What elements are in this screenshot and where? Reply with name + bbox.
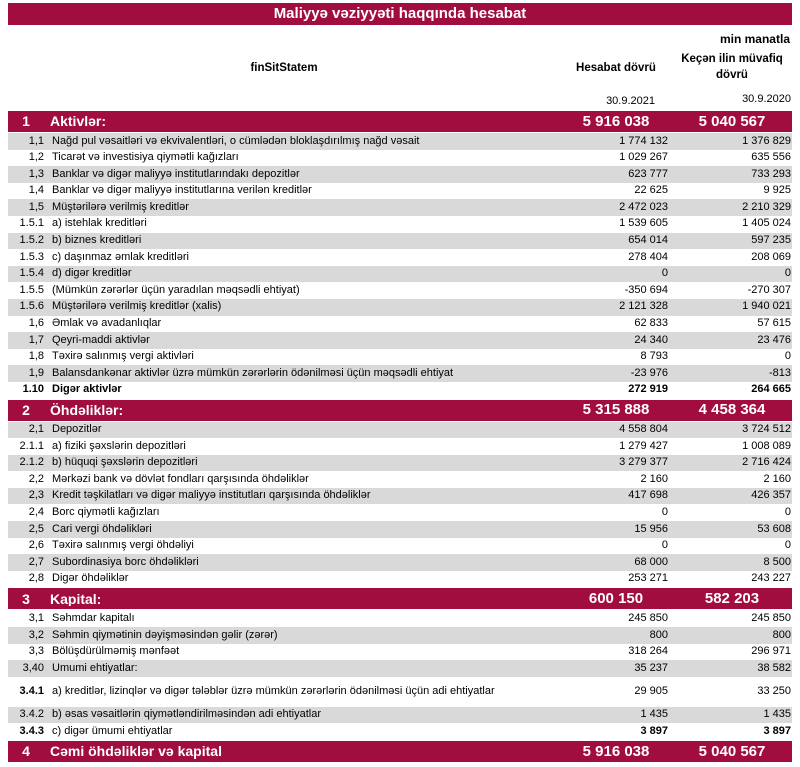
row-value-previous: 38 582	[757, 661, 791, 674]
row-value-previous: 1 435	[763, 708, 791, 721]
row-number: 3,3	[28, 645, 44, 658]
table-row	[8, 332, 792, 349]
unit-note: min manatla	[719, 32, 790, 46]
row-label: Banklar və digər maliyyə institutlarındakı depozitlər	[52, 168, 300, 180]
row-value-previous: 57 615	[757, 317, 791, 330]
table-row	[8, 150, 792, 167]
row-value-current: 5 916 038	[582, 742, 650, 760]
row-value-current: 1 539 605	[619, 217, 668, 230]
current-period-date: 30.9.2021	[606, 95, 655, 107]
table-row	[8, 707, 792, 724]
table-row	[8, 644, 792, 661]
section-row	[8, 399, 792, 422]
section-row	[8, 740, 792, 763]
table-row	[8, 349, 792, 366]
row-value-previous: 1 008 089	[742, 439, 791, 452]
row-value-previous: -270 307	[747, 283, 791, 296]
row-value-current: 654 014	[628, 234, 668, 247]
table-row	[8, 282, 792, 299]
row-value-current: 600 150	[588, 590, 644, 608]
row-label: Kredit təşkilatları və digər maliyyə institutları qarşısında öhdəliklər	[52, 490, 371, 502]
row-value-current: 0	[661, 267, 668, 280]
row-value-current: 2 160	[640, 472, 668, 485]
table-row	[8, 627, 792, 644]
column-header-previous-period: Keçən ilin müvafiq dövrü	[681, 53, 783, 81]
table-row	[8, 249, 792, 266]
table-row	[8, 610, 792, 627]
table-row	[8, 554, 792, 571]
row-number: 1,6	[28, 317, 44, 330]
row-label: Cəmi öhdəliklər və kapital	[50, 744, 222, 759]
row-value-current: 1 435	[640, 708, 668, 721]
table-row	[8, 266, 792, 283]
row-value-current: 1 279 427	[619, 439, 668, 452]
row-value-current: 278 404	[628, 250, 668, 263]
row-value-previous: 733 293	[751, 167, 791, 180]
row-value-previous: 208 069	[751, 250, 791, 263]
table-row	[8, 216, 792, 233]
row-label: a) istehlak kreditləri	[52, 218, 147, 230]
row-label: Bölüşdürülməmiş mənfəət	[52, 646, 180, 658]
row-label: Digər öhdəliklər	[52, 573, 129, 585]
table-row	[8, 316, 792, 333]
row-value-current: 2 472 023	[619, 200, 668, 213]
table-row	[8, 438, 792, 455]
row-value-current: 35 237	[634, 661, 668, 674]
row-number: 1,5	[28, 200, 44, 213]
table-row	[8, 422, 792, 439]
row-number: 1.5.3	[19, 250, 44, 263]
row-number: 2	[22, 401, 30, 418]
row-label: Qeyri-maddi aktivlər	[52, 334, 150, 346]
row-label: Təxirə salınmış vergi öhdəliyi	[52, 540, 194, 552]
row-label: a) fiziki şəxslərin depozitləri	[52, 440, 186, 452]
row-label: Əmlak və avadanlıqlar	[52, 318, 162, 330]
row-value-current: 3 279 377	[619, 456, 668, 469]
row-number: 1,2	[28, 151, 44, 164]
row-label: Borc qiymətli kağızları	[52, 506, 160, 518]
row-value-current: 4 558 804	[619, 423, 668, 436]
row-label: Subordinasiya borc öhdəlikləri	[52, 556, 199, 568]
row-label: Müştərilərə verilmiş kreditlər (xalis)	[52, 301, 222, 313]
table-row	[8, 723, 792, 740]
table-row	[8, 471, 792, 488]
table-row	[8, 660, 792, 677]
row-label: Aktivlər:	[50, 114, 107, 129]
row-value-current: 318 264	[628, 645, 668, 658]
row-label: Mərkəzi bank və dövlət fondları qarşısında öhdəliklər	[52, 473, 309, 485]
row-value-previous: 0	[784, 539, 791, 552]
row-value-current: 800	[649, 628, 668, 641]
row-value-current: 29 905	[634, 685, 668, 698]
row-value-previous: 243 227	[751, 572, 791, 585]
table-row	[8, 133, 792, 150]
table-row	[8, 521, 792, 538]
row-value-previous: 582 203	[704, 590, 760, 608]
row-value-current: 1 029 267	[619, 151, 668, 164]
row-value-previous: 245 850	[751, 611, 791, 624]
row-number: 2,7	[28, 555, 44, 568]
row-label: Öhdəliklər:	[50, 402, 124, 418]
row-number: 3.4.2	[19, 708, 44, 721]
row-value-current: 0	[661, 539, 668, 552]
table-row	[8, 488, 792, 505]
table-row	[8, 233, 792, 250]
row-value-current: 2 121 328	[619, 300, 668, 313]
row-label: Ticarət və investisiya qiymətli kağızları	[52, 152, 239, 164]
section-row	[8, 110, 792, 133]
row-number: 3,2	[28, 628, 44, 641]
column-header-current-period: Hesabat dövrü	[576, 62, 656, 74]
row-value-current: 417 698	[628, 489, 668, 502]
row-value-previous: 264 665	[751, 383, 791, 396]
row-value-current: -23 976	[630, 366, 668, 379]
section-row	[8, 587, 792, 610]
row-value-current: 68 000	[634, 555, 668, 568]
row-value-current: -350 694	[624, 283, 668, 296]
table-header-row	[8, 47, 792, 89]
row-value-previous: 1 940 021	[742, 300, 791, 313]
row-label: (Mümkün zərərlər üçün yaradılan məqsədli ehtiyat)	[52, 284, 300, 296]
row-value-previous: 296 971	[751, 645, 791, 658]
row-value-current: 24 340	[634, 333, 668, 346]
table-row	[8, 183, 792, 200]
row-value-previous: 2 160	[763, 472, 791, 485]
table-row	[8, 538, 792, 555]
row-value-previous: 3 897	[763, 724, 791, 737]
row-label: Digər aktivlər	[52, 384, 122, 396]
row-value-previous: 0	[784, 505, 791, 518]
row-value-previous: 3 724 512	[742, 423, 791, 436]
row-value-previous: 635 556	[751, 151, 791, 164]
row-label: Kapital:	[50, 591, 102, 607]
row-value-previous: 5 040 567	[698, 112, 766, 130]
row-value-current: 62 833	[634, 317, 668, 330]
row-number: 2,4	[28, 505, 44, 518]
row-value-current: 253 271	[628, 572, 668, 585]
table-row	[8, 455, 792, 472]
page-title: Maliyyə vəziyyəti haqqında hesabat	[273, 5, 527, 22]
row-value-previous: 8 500	[763, 555, 791, 568]
row-number: 1,9	[28, 366, 44, 379]
row-number: 2,8	[28, 572, 44, 585]
row-value-current: 5 916 038	[582, 112, 650, 130]
row-number: 1,8	[28, 350, 44, 363]
row-number: 2,5	[28, 522, 44, 535]
row-value-previous: 9 925	[763, 184, 791, 197]
table-row	[8, 504, 792, 521]
row-value-current: 0	[661, 505, 668, 518]
row-value-previous: -813	[768, 366, 791, 379]
row-value-previous: 1 405 024	[742, 217, 791, 230]
table-body	[8, 110, 792, 763]
row-value-current: 15 956	[634, 522, 668, 535]
table-row	[8, 199, 792, 216]
row-number: 1,3	[28, 167, 44, 180]
row-value-previous: 4 458 364	[698, 401, 766, 419]
row-number: 3.4.3	[19, 724, 44, 737]
row-value-previous: 597 235	[751, 234, 791, 247]
row-label: Səhmin qiymətinin dəyişməsindən gəlir (zərər)	[52, 629, 278, 641]
row-number: 2,3	[28, 489, 44, 502]
row-value-current: 5 315 888	[582, 401, 650, 419]
row-value-previous: 0	[784, 267, 791, 280]
row-number: 1.5.1	[19, 217, 44, 230]
row-value-current: 8 793	[640, 350, 668, 363]
row-value-current: 245 850	[628, 611, 668, 624]
row-label: Banklar və digər maliyyə institutlarına verilən kreditlər	[52, 185, 312, 197]
table-date-row	[8, 89, 792, 110]
table-row	[8, 382, 792, 399]
row-label: d) digər kreditlər	[52, 268, 132, 280]
row-value-current: 3 897	[640, 724, 668, 737]
row-value-previous: 426 357	[751, 489, 791, 502]
row-number: 4	[22, 743, 30, 760]
row-label: Ümumi ehtiyatlar:	[52, 662, 138, 674]
row-number: 3	[22, 590, 30, 607]
table-row	[8, 571, 792, 588]
table-row	[8, 677, 792, 707]
row-number: 1.5.4	[19, 267, 44, 280]
row-number: 2,2	[28, 472, 44, 485]
row-label: Cari vergi öhdəlikləri	[52, 523, 152, 535]
row-label: b) hüquqi şəxslərin depozitləri	[52, 457, 198, 469]
row-number: 1.10	[22, 383, 44, 396]
row-label: c) daşınmaz əmlak kreditləri	[52, 251, 189, 263]
row-number: 2,6	[28, 539, 44, 552]
row-label: Səhmdar kapitalı	[52, 612, 135, 624]
column-header-label: finSitStatem	[250, 62, 318, 74]
row-number: 1,4	[28, 184, 44, 197]
row-number: 1.5.2	[19, 234, 44, 247]
row-number: 1.5.6	[19, 300, 44, 313]
row-value-previous: 2 210 329	[742, 200, 791, 213]
report-title-bar	[8, 3, 792, 25]
row-number: 2.1.1	[19, 439, 44, 452]
row-label: b) əsas vəsaitlərin qiymətləndirilməsindən adi ehtiyatlar	[52, 709, 322, 721]
row-label: c) digər ümumi ehtiyatlar	[52, 725, 173, 737]
row-value-previous: 5 040 567	[698, 742, 766, 760]
row-label: Müştərilərə verilmiş kreditlər	[52, 201, 189, 213]
row-value-previous: 53 608	[757, 522, 791, 535]
table-row	[8, 365, 792, 382]
row-value-previous: 800	[772, 628, 791, 641]
row-value-previous: 1 376 829	[742, 134, 791, 147]
financial-statement-page	[8, 0, 792, 763]
table-row	[8, 166, 792, 183]
row-value-previous: 2 716 424	[742, 456, 791, 469]
row-value-previous: 23 476	[757, 333, 791, 346]
row-value-previous: 33 250	[757, 685, 791, 698]
row-number: 2.1.2	[19, 456, 44, 469]
row-number: 1	[22, 113, 30, 130]
row-number: 1,1	[28, 134, 44, 147]
row-number: 3.4.1	[19, 685, 44, 698]
previous-period-date: 30.9.2020	[742, 93, 791, 106]
row-label: Depozitlər	[52, 424, 102, 436]
row-number: 3,40	[22, 661, 44, 674]
row-number: 1,7	[28, 333, 44, 346]
row-value-current: 22 625	[634, 184, 668, 197]
row-label: Təxirə salınmış vergi aktivləri	[52, 351, 194, 363]
row-value-current: 272 919	[628, 383, 668, 396]
row-number: 3,1	[28, 611, 44, 624]
row-label: b) biznes kreditləri	[52, 235, 142, 247]
row-value-current: 1 774 132	[619, 134, 668, 147]
row-number: 2,1	[28, 423, 44, 436]
row-number: 1.5.5	[19, 283, 44, 296]
row-label: Nağd pul vəsaitləri və ekvivalentləri, o cümlədən bloklaşdırılmış nağd vəsait	[52, 135, 420, 147]
row-label: Balansdankənar aktivlər üzrə mümkün zərərlərin ödənilməsi üçün məqsədli ehtiyat	[52, 367, 454, 379]
row-value-current: 623 777	[628, 167, 668, 180]
table-row	[8, 299, 792, 316]
row-label: a) kreditlər, lizinqlər və digər tələblər üzrə mümkün zərərlərin ödənilməsi üçün adi ehtiyatlar	[52, 686, 495, 698]
row-value-previous: 0	[784, 350, 791, 363]
